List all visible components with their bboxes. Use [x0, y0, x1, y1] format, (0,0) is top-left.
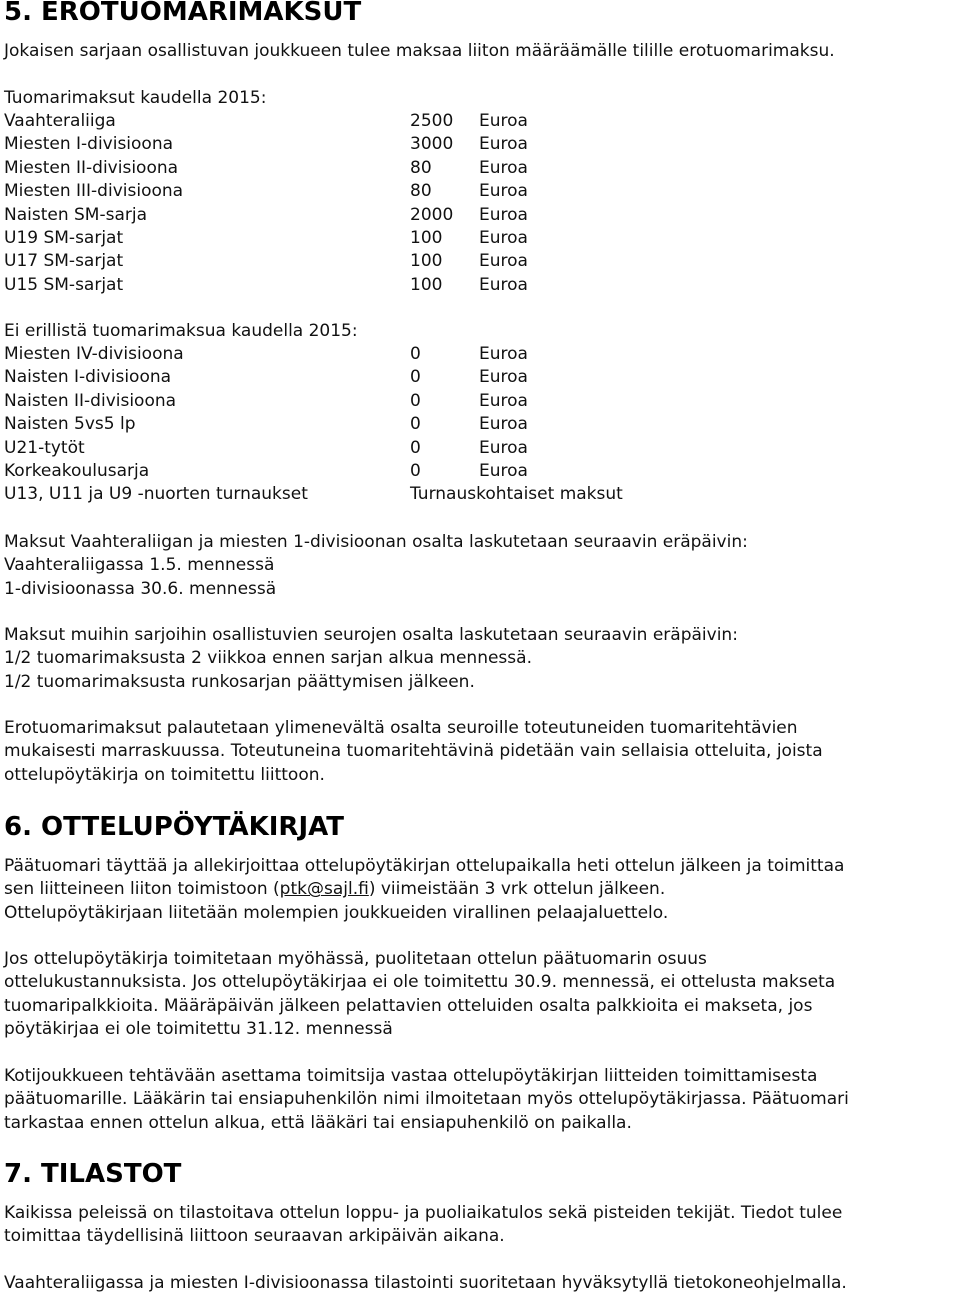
fee-unit: Euroa: [479, 157, 528, 178]
text-line: päätuomarille. Lääkärin tai ensiapuhenkilön nimi ilmoitetaan myös ottelupöytäkirjassa. Päätuomari: [4, 1089, 849, 1110]
text-line: tuomaripalkkioita. Määräpäivän jälkeen pelattavien otteluiden osalta palkkioita ei makseta, jos: [4, 995, 813, 1016]
fee-amount: 0: [410, 367, 421, 388]
text-line: toimittaa täydellisinä liittoon seuraavan arkipäivän aikana.: [4, 1226, 505, 1247]
fee-amount: 100: [410, 251, 443, 272]
text-line: 1/2 tuomarimaksusta runkosarjan päättymisen jälkeen.: [4, 671, 475, 692]
fee-row: [4, 250, 528, 273]
fee-unit: Euroa: [479, 181, 528, 202]
nofee-title: Ei erillistä tuomarimaksua kaudella 2015:: [4, 321, 358, 341]
fee-row: [4, 157, 528, 180]
fee-row: [4, 180, 528, 203]
text-span: ) viimeistään 3 vrk ottelun jälkeen.: [368, 879, 666, 900]
due-dates-paragraph-1: [4, 531, 748, 601]
tournament-fee: Turnauskohtaiset maksut: [410, 484, 623, 505]
fee-amount: 80: [410, 181, 432, 202]
fee-unit: Euroa: [479, 437, 528, 458]
section-7-heading: 7. TILASTOT: [4, 1159, 182, 1189]
section-5-intro: Jokaisen sarjaan osallistuvan joukkueen tulee maksaa liiton määräämälle tilille erotuomarimaksu.: [4, 41, 835, 61]
fee-amount: 80: [410, 157, 432, 178]
series-name: Miesten IV-divisioona: [4, 344, 184, 364]
fee-row: [4, 133, 528, 156]
text-line: ottelukustannuksista. Jos ottelupöytäkirjaa ei ole toimitettu 30.9. mennessä, ei ottelusta makseta: [4, 972, 836, 993]
text-line: Päätuomari täyttää ja allekirjoittaa ottelupöytäkirjan ottelupaikalla heti ottelun jälkeen ja toimittaa: [4, 856, 845, 876]
section-6-paragraph-2: [4, 948, 835, 1042]
fee-row: [4, 437, 623, 460]
fee-amount: 0: [410, 414, 421, 435]
series-name: Naisten 5vs5 lp: [4, 414, 136, 435]
fee-amount: 2500: [410, 111, 454, 131]
text-line: [4, 878, 844, 901]
series-name: U21-tytöt: [4, 437, 85, 458]
fee-amount: 0: [410, 344, 421, 364]
fee-row: [4, 274, 528, 297]
series-name: Naisten I-divisioona: [4, 367, 172, 388]
series-name: Miesten I-divisioona: [4, 134, 174, 155]
fee-unit: Euroa: [479, 251, 528, 272]
fee-row: [4, 110, 528, 133]
series-name: Vaahteraliiga: [4, 111, 116, 131]
text-line: Maksut Vaahteraliigan ja miesten 1-divisioonan osalta laskutetaan seuraavin eräpäivin:: [4, 532, 748, 552]
series-name: Miesten III-divisioona: [4, 181, 184, 202]
fee-amount: 3000: [410, 134, 454, 155]
section-6-paragraph-1: [4, 855, 844, 925]
series-name: Naisten SM-sarja: [4, 204, 148, 225]
fee-row: [4, 413, 623, 436]
fee-amount: 0: [410, 437, 421, 458]
series-name: Naisten II-divisioona: [4, 390, 177, 411]
section-6-paragraph-3: [4, 1065, 849, 1135]
fee-unit: Euroa: [479, 274, 528, 295]
fee-row: [4, 227, 528, 250]
fee-unit: Euroa: [479, 367, 528, 388]
section-7-paragraph-2: Vaahteraliigassa ja miesten I-divisioonassa tilastointi suoritetaan hyväksytyllä tietokoneohjelmalla.: [4, 1273, 847, 1293]
fee-unit: Euroa: [479, 414, 528, 435]
section-6-heading: 6. OTTELUPÖYTÄKIRJAT: [4, 812, 344, 842]
fee-row: [4, 366, 623, 389]
fee-row: [4, 343, 623, 366]
series-name: U15 SM-sarjat: [4, 274, 124, 295]
fee-amount: 0: [410, 390, 421, 411]
fee-unit: Euroa: [479, 111, 528, 131]
fee-unit: Euroa: [479, 344, 528, 364]
text-line: ottelupöytäkirja on toimitettu liittoon.: [4, 764, 325, 785]
fee-row: [4, 204, 528, 227]
section-7-paragraph-1: [4, 1202, 842, 1249]
text-line: Vaahteraliigassa 1.5. mennessä: [4, 555, 275, 576]
fee-unit: Euroa: [479, 134, 528, 155]
series-name: U13, U11 ja U9 -nuorten turnaukset: [4, 484, 308, 505]
fee-unit: Euroa: [479, 228, 528, 249]
fee-amount: 100: [410, 274, 443, 295]
text-line: 1-divisioonassa 30.6. mennessä: [4, 578, 277, 599]
text-line: Maksut muihin sarjoihin osallistuvien seurojen osalta laskutetaan seuraavin eräpäivin:: [4, 625, 738, 645]
text-line: mukaisesti marraskuussa. Toteutuneina tuomaritehtävinä pidetään vain sellaisia otteluita, joista: [4, 741, 823, 762]
fee-amount: 2000: [410, 204, 454, 225]
text-line: Kaikissa peleissä on tilastoitava ottelun loppu- ja puoliaikatulos sekä pisteiden tekijät. Tiedot tulee: [4, 1203, 843, 1223]
text-line: Kotijoukkueen tehtävään asettama toimitsija vastaa ottelupöytäkirjan liitteiden toimittamisesta: [4, 1066, 818, 1086]
text-line: pöytäkirjaa ei ole toimitettu 31.12. mennessä: [4, 1019, 393, 1040]
series-name: Korkeakoulusarja: [4, 461, 150, 482]
text-line: tarkastaa ennen ottelun alkua, että lääkäri tai ensiapuhenkilö on paikalla.: [4, 1112, 632, 1133]
email-link[interactable]: ptk@sajl.fi: [279, 879, 369, 900]
fees-table: [4, 110, 528, 297]
fee-row: [4, 390, 623, 413]
nofee-table: [4, 343, 623, 507]
text-line: Erotuomarimaksut palautetaan ylimenevältä osalta seuroille toteutuneiden tuomaritehtävien: [4, 718, 798, 738]
series-name: Miesten II-divisioona: [4, 157, 179, 178]
fee-amount: 100: [410, 228, 443, 249]
series-name: U17 SM-sarjat: [4, 251, 124, 272]
text-line: Jos ottelupöytäkirja toimitetaan myöhässä, puolitetaan ottelun päätuomarin osuus: [4, 949, 707, 969]
fee-unit: Euroa: [479, 204, 528, 225]
fee-unit: Euroa: [479, 390, 528, 411]
text-span: sen liitteineen liiton toimistoon (: [4, 879, 280, 900]
fees-title: Tuomarimaksut kaudella 2015:: [4, 88, 267, 108]
text-line: Ottelupöytäkirjaan liitetään molempien joukkueiden virallinen pelaajaluettelo.: [4, 902, 669, 923]
tournament-row: [4, 483, 623, 506]
text-line: 1/2 tuomarimaksusta 2 viikkoa ennen sarjan alkua mennessä.: [4, 648, 532, 669]
fee-amount: 0: [410, 461, 421, 482]
section-5-heading: 5. EROTUOMARIMAKSUT: [4, 0, 362, 27]
due-dates-paragraph-2: [4, 624, 738, 694]
fee-unit: Euroa: [479, 461, 528, 482]
fee-row: [4, 460, 623, 483]
refund-paragraph: [4, 717, 823, 787]
series-name: U19 SM-sarjat: [4, 228, 124, 249]
